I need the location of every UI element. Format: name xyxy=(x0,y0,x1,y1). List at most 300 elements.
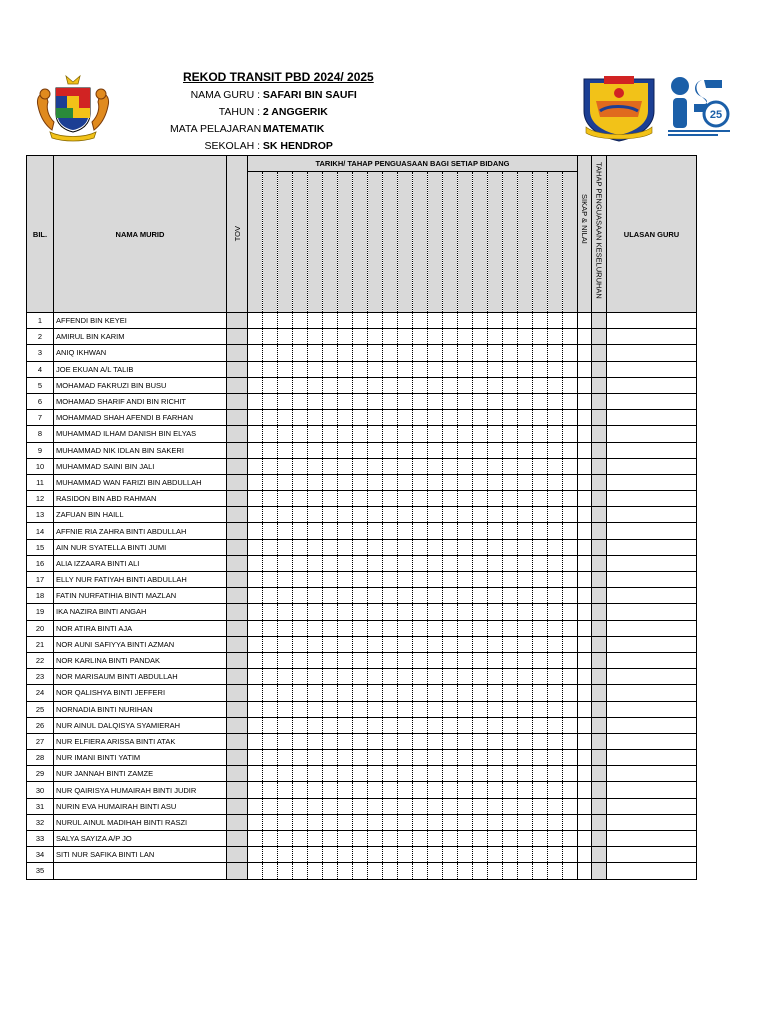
band-cell[interactable] xyxy=(458,523,473,539)
band-cell[interactable] xyxy=(383,361,398,377)
band-cell[interactable] xyxy=(413,701,428,717)
band-cell[interactable] xyxy=(383,410,398,426)
band-cell[interactable] xyxy=(503,555,518,571)
ulasan-cell[interactable] xyxy=(607,507,697,523)
band-cell[interactable] xyxy=(383,782,398,798)
band-cell[interactable] xyxy=(548,863,563,879)
band-cell[interactable] xyxy=(263,814,278,830)
sikap-cell[interactable] xyxy=(578,539,592,555)
band-cell[interactable] xyxy=(488,604,503,620)
ulasan-cell[interactable] xyxy=(607,377,697,393)
band-cell[interactable] xyxy=(353,345,368,361)
band-cell[interactable] xyxy=(473,442,488,458)
band-cell[interactable] xyxy=(488,750,503,766)
band-cell[interactable] xyxy=(413,782,428,798)
band-cell[interactable] xyxy=(263,831,278,847)
band-cell[interactable] xyxy=(473,717,488,733)
band-cell[interactable] xyxy=(518,329,533,345)
band-cell[interactable] xyxy=(248,329,263,345)
band-cell[interactable] xyxy=(353,410,368,426)
band-cell[interactable] xyxy=(503,669,518,685)
tahap-cell[interactable] xyxy=(592,491,607,507)
band-cell[interactable] xyxy=(308,393,323,409)
band-cell[interactable] xyxy=(563,474,578,490)
band-cell[interactable] xyxy=(488,572,503,588)
sikap-cell[interactable] xyxy=(578,604,592,620)
band-cell[interactable] xyxy=(563,798,578,814)
band-cell[interactable] xyxy=(368,361,383,377)
band-cell[interactable] xyxy=(353,717,368,733)
band-cell[interactable] xyxy=(293,782,308,798)
band-cell[interactable] xyxy=(503,782,518,798)
band-cell[interactable] xyxy=(428,766,443,782)
band-cell[interactable] xyxy=(278,329,293,345)
tov-cell[interactable] xyxy=(227,555,248,571)
band-cell[interactable] xyxy=(383,555,398,571)
band-cell[interactable] xyxy=(338,863,353,879)
band-cell[interactable] xyxy=(473,458,488,474)
ulasan-cell[interactable] xyxy=(607,588,697,604)
band-cell[interactable] xyxy=(428,685,443,701)
band-cell[interactable] xyxy=(443,458,458,474)
band-cell[interactable] xyxy=(503,831,518,847)
band-cell[interactable] xyxy=(293,361,308,377)
band-cell[interactable] xyxy=(428,733,443,749)
band-cell[interactable] xyxy=(563,588,578,604)
band-cell[interactable] xyxy=(428,345,443,361)
band-cell[interactable] xyxy=(548,717,563,733)
band-cell[interactable] xyxy=(338,831,353,847)
band-cell[interactable] xyxy=(398,669,413,685)
band-cell[interactable] xyxy=(563,572,578,588)
band-cell[interactable] xyxy=(488,636,503,652)
band-cell[interactable] xyxy=(428,361,443,377)
band-cell[interactable] xyxy=(263,604,278,620)
tov-cell[interactable] xyxy=(227,474,248,490)
band-cell[interactable] xyxy=(368,701,383,717)
band-cell[interactable] xyxy=(263,313,278,329)
band-cell[interactable] xyxy=(323,523,338,539)
band-cell[interactable] xyxy=(548,329,563,345)
band-cell[interactable] xyxy=(413,491,428,507)
band-cell[interactable] xyxy=(458,814,473,830)
band-cell[interactable] xyxy=(368,523,383,539)
band-cell[interactable] xyxy=(248,766,263,782)
band-cell[interactable] xyxy=(398,329,413,345)
band-cell[interactable] xyxy=(353,652,368,668)
band-cell[interactable] xyxy=(488,329,503,345)
band-cell[interactable] xyxy=(308,782,323,798)
band-cell[interactable] xyxy=(308,588,323,604)
band-cell[interactable] xyxy=(323,604,338,620)
tahap-cell[interactable] xyxy=(592,588,607,604)
band-cell[interactable] xyxy=(278,798,293,814)
band-cell[interactable] xyxy=(353,523,368,539)
band-cell[interactable] xyxy=(323,361,338,377)
band-cell[interactable] xyxy=(368,652,383,668)
band-cell[interactable] xyxy=(263,572,278,588)
band-cell[interactable] xyxy=(473,393,488,409)
band-cell[interactable] xyxy=(503,620,518,636)
band-cell[interactable] xyxy=(458,377,473,393)
band-cell[interactable] xyxy=(308,701,323,717)
sikap-cell[interactable] xyxy=(578,555,592,571)
band-cell[interactable] xyxy=(293,733,308,749)
ulasan-cell[interactable] xyxy=(607,572,697,588)
band-cell[interactable] xyxy=(563,863,578,879)
band-cell[interactable] xyxy=(278,345,293,361)
ulasan-cell[interactable] xyxy=(607,750,697,766)
band-cell[interactable] xyxy=(548,669,563,685)
band-cell[interactable] xyxy=(353,798,368,814)
band-cell[interactable] xyxy=(278,685,293,701)
band-cell[interactable] xyxy=(308,847,323,863)
band-cell[interactable] xyxy=(488,733,503,749)
band-cell[interactable] xyxy=(533,701,548,717)
band-cell[interactable] xyxy=(263,345,278,361)
ulasan-cell[interactable] xyxy=(607,685,697,701)
band-cell[interactable] xyxy=(323,507,338,523)
band-cell[interactable] xyxy=(368,669,383,685)
band-cell[interactable] xyxy=(293,750,308,766)
band-cell[interactable] xyxy=(473,847,488,863)
band-cell[interactable] xyxy=(248,831,263,847)
band-cell[interactable] xyxy=(488,831,503,847)
band-cell[interactable] xyxy=(473,685,488,701)
tov-cell[interactable] xyxy=(227,847,248,863)
band-cell[interactable] xyxy=(503,539,518,555)
tov-cell[interactable] xyxy=(227,798,248,814)
band-cell[interactable] xyxy=(263,329,278,345)
band-cell[interactable] xyxy=(548,361,563,377)
band-cell[interactable] xyxy=(248,572,263,588)
band-cell[interactable] xyxy=(308,685,323,701)
band-cell[interactable] xyxy=(428,701,443,717)
band-cell[interactable] xyxy=(323,458,338,474)
band-cell[interactable] xyxy=(353,814,368,830)
sikap-cell[interactable] xyxy=(578,814,592,830)
band-cell[interactable] xyxy=(473,588,488,604)
tov-cell[interactable] xyxy=(227,361,248,377)
band-cell[interactable] xyxy=(368,717,383,733)
band-cell[interactable] xyxy=(248,474,263,490)
sikap-cell[interactable] xyxy=(578,620,592,636)
band-cell[interactable] xyxy=(323,766,338,782)
band-cell[interactable] xyxy=(533,345,548,361)
band-cell[interactable] xyxy=(428,572,443,588)
band-cell[interactable] xyxy=(428,847,443,863)
band-cell[interactable] xyxy=(338,361,353,377)
tov-cell[interactable] xyxy=(227,377,248,393)
band-cell[interactable] xyxy=(248,847,263,863)
ulasan-cell[interactable] xyxy=(607,458,697,474)
band-cell[interactable] xyxy=(458,863,473,879)
band-cell[interactable] xyxy=(533,766,548,782)
band-cell[interactable] xyxy=(248,361,263,377)
band-cell[interactable] xyxy=(368,393,383,409)
band-cell[interactable] xyxy=(518,669,533,685)
band-cell[interactable] xyxy=(353,604,368,620)
band-cell[interactable] xyxy=(353,588,368,604)
band-cell[interactable] xyxy=(518,555,533,571)
band-cell[interactable] xyxy=(308,377,323,393)
band-cell[interactable] xyxy=(398,701,413,717)
band-cell[interactable] xyxy=(473,652,488,668)
band-cell[interactable] xyxy=(248,863,263,879)
band-cell[interactable] xyxy=(548,345,563,361)
band-cell[interactable] xyxy=(458,620,473,636)
band-cell[interactable] xyxy=(338,685,353,701)
band-cell[interactable] xyxy=(443,523,458,539)
band-cell[interactable] xyxy=(353,701,368,717)
band-cell[interactable] xyxy=(278,572,293,588)
sikap-cell[interactable] xyxy=(578,636,592,652)
band-cell[interactable] xyxy=(548,588,563,604)
band-cell[interactable] xyxy=(548,458,563,474)
band-cell[interactable] xyxy=(428,523,443,539)
tov-cell[interactable] xyxy=(227,636,248,652)
band-cell[interactable] xyxy=(503,361,518,377)
band-cell[interactable] xyxy=(398,604,413,620)
band-cell[interactable] xyxy=(518,361,533,377)
band-cell[interactable] xyxy=(368,636,383,652)
band-cell[interactable] xyxy=(563,555,578,571)
band-cell[interactable] xyxy=(428,313,443,329)
tahap-cell[interactable] xyxy=(592,847,607,863)
band-cell[interactable] xyxy=(458,847,473,863)
band-cell[interactable] xyxy=(308,474,323,490)
band-cell[interactable] xyxy=(278,636,293,652)
band-cell[interactable] xyxy=(443,539,458,555)
band-cell[interactable] xyxy=(398,782,413,798)
band-cell[interactable] xyxy=(503,847,518,863)
band-cell[interactable] xyxy=(278,733,293,749)
band-cell[interactable] xyxy=(548,491,563,507)
tahap-cell[interactable] xyxy=(592,361,607,377)
band-cell[interactable] xyxy=(323,474,338,490)
band-cell[interactable] xyxy=(368,313,383,329)
band-cell[interactable] xyxy=(398,507,413,523)
band-cell[interactable] xyxy=(353,669,368,685)
band-cell[interactable] xyxy=(488,620,503,636)
band-cell[interactable] xyxy=(503,733,518,749)
band-cell[interactable] xyxy=(323,410,338,426)
sikap-cell[interactable] xyxy=(578,831,592,847)
band-cell[interactable] xyxy=(428,620,443,636)
band-cell[interactable] xyxy=(368,329,383,345)
sikap-cell[interactable] xyxy=(578,474,592,490)
band-cell[interactable] xyxy=(413,814,428,830)
band-cell[interactable] xyxy=(563,766,578,782)
band-cell[interactable] xyxy=(548,572,563,588)
band-cell[interactable] xyxy=(308,313,323,329)
band-cell[interactable] xyxy=(563,620,578,636)
tov-cell[interactable] xyxy=(227,491,248,507)
band-cell[interactable] xyxy=(518,458,533,474)
band-cell[interactable] xyxy=(263,410,278,426)
band-cell[interactable] xyxy=(323,377,338,393)
ulasan-cell[interactable] xyxy=(607,847,697,863)
band-cell[interactable] xyxy=(548,814,563,830)
band-cell[interactable] xyxy=(443,750,458,766)
band-cell[interactable] xyxy=(368,733,383,749)
band-cell[interactable] xyxy=(458,701,473,717)
band-cell[interactable] xyxy=(428,491,443,507)
band-cell[interactable] xyxy=(323,539,338,555)
band-cell[interactable] xyxy=(413,831,428,847)
ulasan-cell[interactable] xyxy=(607,555,697,571)
band-cell[interactable] xyxy=(458,329,473,345)
band-cell[interactable] xyxy=(323,750,338,766)
band-cell[interactable] xyxy=(443,669,458,685)
band-cell[interactable] xyxy=(278,701,293,717)
band-cell[interactable] xyxy=(443,701,458,717)
band-cell[interactable] xyxy=(413,685,428,701)
band-cell[interactable] xyxy=(383,863,398,879)
band-cell[interactable] xyxy=(428,426,443,442)
sikap-cell[interactable] xyxy=(578,377,592,393)
band-cell[interactable] xyxy=(518,426,533,442)
band-cell[interactable] xyxy=(428,329,443,345)
band-cell[interactable] xyxy=(533,539,548,555)
band-cell[interactable] xyxy=(368,410,383,426)
band-cell[interactable] xyxy=(473,313,488,329)
sikap-cell[interactable] xyxy=(578,491,592,507)
band-cell[interactable] xyxy=(383,491,398,507)
band-cell[interactable] xyxy=(533,669,548,685)
band-cell[interactable] xyxy=(443,814,458,830)
band-cell[interactable] xyxy=(473,701,488,717)
band-cell[interactable] xyxy=(308,507,323,523)
tov-cell[interactable] xyxy=(227,345,248,361)
tov-cell[interactable] xyxy=(227,410,248,426)
band-cell[interactable] xyxy=(548,474,563,490)
band-cell[interactable] xyxy=(563,393,578,409)
band-cell[interactable] xyxy=(503,523,518,539)
band-cell[interactable] xyxy=(428,636,443,652)
band-cell[interactable] xyxy=(413,669,428,685)
band-cell[interactable] xyxy=(263,442,278,458)
band-cell[interactable] xyxy=(263,847,278,863)
band-cell[interactable] xyxy=(518,588,533,604)
band-cell[interactable] xyxy=(548,750,563,766)
band-cell[interactable] xyxy=(263,652,278,668)
band-cell[interactable] xyxy=(278,604,293,620)
band-cell[interactable] xyxy=(428,863,443,879)
band-cell[interactable] xyxy=(563,523,578,539)
band-cell[interactable] xyxy=(443,863,458,879)
band-cell[interactable] xyxy=(443,507,458,523)
band-cell[interactable] xyxy=(458,588,473,604)
band-cell[interactable] xyxy=(338,620,353,636)
band-cell[interactable] xyxy=(518,733,533,749)
band-cell[interactable] xyxy=(278,588,293,604)
band-cell[interactable] xyxy=(488,814,503,830)
band-cell[interactable] xyxy=(488,701,503,717)
tov-cell[interactable] xyxy=(227,426,248,442)
band-cell[interactable] xyxy=(533,863,548,879)
band-cell[interactable] xyxy=(293,523,308,539)
band-cell[interactable] xyxy=(293,863,308,879)
band-cell[interactable] xyxy=(323,345,338,361)
band-cell[interactable] xyxy=(548,782,563,798)
band-cell[interactable] xyxy=(413,377,428,393)
band-cell[interactable] xyxy=(443,393,458,409)
ulasan-cell[interactable] xyxy=(607,361,697,377)
band-cell[interactable] xyxy=(488,766,503,782)
ulasan-cell[interactable] xyxy=(607,814,697,830)
band-cell[interactable] xyxy=(458,669,473,685)
tov-cell[interactable] xyxy=(227,539,248,555)
band-cell[interactable] xyxy=(473,814,488,830)
band-cell[interactable] xyxy=(488,410,503,426)
sikap-cell[interactable] xyxy=(578,588,592,604)
band-cell[interactable] xyxy=(443,620,458,636)
band-cell[interactable] xyxy=(533,572,548,588)
band-cell[interactable] xyxy=(533,814,548,830)
band-cell[interactable] xyxy=(293,669,308,685)
band-cell[interactable] xyxy=(518,847,533,863)
band-cell[interactable] xyxy=(503,766,518,782)
band-cell[interactable] xyxy=(263,717,278,733)
band-cell[interactable] xyxy=(308,831,323,847)
band-cell[interactable] xyxy=(548,426,563,442)
tov-cell[interactable] xyxy=(227,458,248,474)
band-cell[interactable] xyxy=(338,717,353,733)
band-cell[interactable] xyxy=(548,701,563,717)
band-cell[interactable] xyxy=(533,588,548,604)
band-cell[interactable] xyxy=(413,539,428,555)
band-cell[interactable] xyxy=(398,620,413,636)
band-cell[interactable] xyxy=(308,458,323,474)
band-cell[interactable] xyxy=(518,863,533,879)
band-cell[interactable] xyxy=(413,766,428,782)
band-cell[interactable] xyxy=(263,685,278,701)
band-cell[interactable] xyxy=(293,426,308,442)
band-cell[interactable] xyxy=(353,361,368,377)
band-cell[interactable] xyxy=(293,539,308,555)
band-cell[interactable] xyxy=(503,750,518,766)
band-cell[interactable] xyxy=(488,426,503,442)
band-cell[interactable] xyxy=(353,555,368,571)
band-cell[interactable] xyxy=(338,798,353,814)
band-cell[interactable] xyxy=(533,733,548,749)
tahap-cell[interactable] xyxy=(592,458,607,474)
band-cell[interactable] xyxy=(413,507,428,523)
band-cell[interactable] xyxy=(458,474,473,490)
band-cell[interactable] xyxy=(323,393,338,409)
band-cell[interactable] xyxy=(338,750,353,766)
band-cell[interactable] xyxy=(338,814,353,830)
band-cell[interactable] xyxy=(428,588,443,604)
band-cell[interactable] xyxy=(413,442,428,458)
band-cell[interactable] xyxy=(443,345,458,361)
band-cell[interactable] xyxy=(308,555,323,571)
band-cell[interactable] xyxy=(533,847,548,863)
band-cell[interactable] xyxy=(398,523,413,539)
band-cell[interactable] xyxy=(293,393,308,409)
band-cell[interactable] xyxy=(488,313,503,329)
band-cell[interactable] xyxy=(518,814,533,830)
band-cell[interactable] xyxy=(533,426,548,442)
band-cell[interactable] xyxy=(428,750,443,766)
band-cell[interactable] xyxy=(293,377,308,393)
ulasan-cell[interactable] xyxy=(607,863,697,879)
band-cell[interactable] xyxy=(338,669,353,685)
band-cell[interactable] xyxy=(548,766,563,782)
band-cell[interactable] xyxy=(458,345,473,361)
tov-cell[interactable] xyxy=(227,523,248,539)
